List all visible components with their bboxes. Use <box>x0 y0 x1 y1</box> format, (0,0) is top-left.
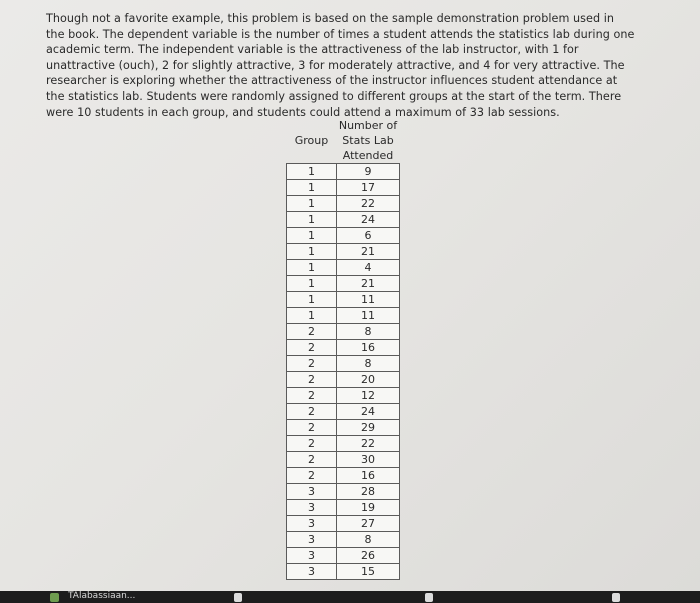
table-row <box>287 244 400 260</box>
cell-group: 1 <box>287 308 337 324</box>
cell-attended: 6 <box>337 228 400 244</box>
table-header-row <box>287 117 400 164</box>
cell-group: 2 <box>287 340 337 356</box>
cell-group: 2 <box>287 452 337 468</box>
cell-attended: 30 <box>337 452 400 468</box>
table-row <box>287 404 400 420</box>
cell-attended: 11 <box>337 292 400 308</box>
cell-attended: 28 <box>337 484 400 500</box>
table-row <box>287 548 400 564</box>
cell-attended: 15 <box>337 564 400 580</box>
table-body <box>287 164 400 580</box>
bottom-strip <box>0 591 700 603</box>
cell-attended: 11 <box>337 308 400 324</box>
cell-attended: 22 <box>337 436 400 452</box>
table-row <box>287 180 400 196</box>
cell-attended: 12 <box>337 388 400 404</box>
table-row <box>287 324 400 340</box>
cell-group: 1 <box>287 196 337 212</box>
table-row <box>287 500 400 516</box>
table-row <box>287 452 400 468</box>
cell-attended: 26 <box>337 548 400 564</box>
cell-group: 1 <box>287 164 337 180</box>
cell-group: 3 <box>287 516 337 532</box>
cell-group: 3 <box>287 484 337 500</box>
cell-group: 2 <box>287 420 337 436</box>
table-row <box>287 228 400 244</box>
cell-group: 3 <box>287 548 337 564</box>
table-row <box>287 372 400 388</box>
header-attended: Number of Stats Lab Attended <box>338 118 398 162</box>
table-row <box>287 292 400 308</box>
table-row <box>287 436 400 452</box>
document-icon <box>234 593 242 602</box>
cell-attended: 20 <box>337 372 400 388</box>
table-row <box>287 340 400 356</box>
cell-group: 2 <box>287 324 337 340</box>
cell-group: 3 <box>287 564 337 580</box>
header-group: Group <box>294 133 329 147</box>
cell-group: 3 <box>287 500 337 516</box>
table-row <box>287 260 400 276</box>
cell-attended: 21 <box>337 276 400 292</box>
document-icon <box>425 593 433 602</box>
cell-group: 2 <box>287 436 337 452</box>
cell-attended: 29 <box>337 420 400 436</box>
table-row <box>287 308 400 324</box>
cell-attended: 16 <box>337 468 400 484</box>
problem-description: Though not a favorite example, this problem is based on the sample demonstration problem used in the book. The dependent variable is the number of times a student attends the statistics lab during one academic term. The independent variable is the attractiveness of the lab instructor, with 1 for unattractive (ouch), 2 for slightly attractive, 3 for moderately attractive, and 4 for very attractive. The researcher is exploring whether the attractiveness of the instructor influences student attendance at the statistics lab. Students were randomly assigned to different groups at the start of the term. There were 10 students in each group, and students could attend a maximum of 33 lab sessions. <box>46 12 635 119</box>
cell-group: 1 <box>287 276 337 292</box>
cell-attended: 27 <box>337 516 400 532</box>
cell-group: 3 <box>287 532 337 548</box>
cell-group: 2 <box>287 388 337 404</box>
document-icon <box>612 593 620 602</box>
data-table-container <box>286 117 400 580</box>
table-row <box>287 532 400 548</box>
cell-attended: 8 <box>337 324 400 340</box>
cell-group: 2 <box>287 372 337 388</box>
cell-attended: 21 <box>337 244 400 260</box>
table-row <box>287 356 400 372</box>
cell-group: 2 <box>287 404 337 420</box>
cell-group: 2 <box>287 356 337 372</box>
table-row <box>287 468 400 484</box>
cell-attended: 9 <box>337 164 400 180</box>
cell-attended: 24 <box>337 212 400 228</box>
cell-group: 1 <box>287 228 337 244</box>
table-row <box>287 484 400 500</box>
table-row <box>287 388 400 404</box>
table-row <box>287 196 400 212</box>
table-row <box>287 564 400 580</box>
cell-attended: 19 <box>337 500 400 516</box>
table-row <box>287 212 400 228</box>
table-row <box>287 420 400 436</box>
cell-attended: 24 <box>337 404 400 420</box>
cell-group: 1 <box>287 180 337 196</box>
cell-attended: 22 <box>337 196 400 212</box>
cell-attended: 17 <box>337 180 400 196</box>
cell-group: 2 <box>287 468 337 484</box>
cell-attended: 8 <box>337 356 400 372</box>
table-row <box>287 164 400 180</box>
cell-attended: 4 <box>337 260 400 276</box>
cell-group: 1 <box>287 260 337 276</box>
cell-attended: 16 <box>337 340 400 356</box>
cell-group: 1 <box>287 292 337 308</box>
cell-attended: 8 <box>337 532 400 548</box>
app-icon <box>50 593 59 602</box>
cell-group: 1 <box>287 212 337 228</box>
table-row <box>287 276 400 292</box>
table-row <box>287 516 400 532</box>
cell-group: 1 <box>287 244 337 260</box>
data-table <box>286 117 400 580</box>
bottom-strip-label: TAlabassiaan... <box>68 591 136 601</box>
